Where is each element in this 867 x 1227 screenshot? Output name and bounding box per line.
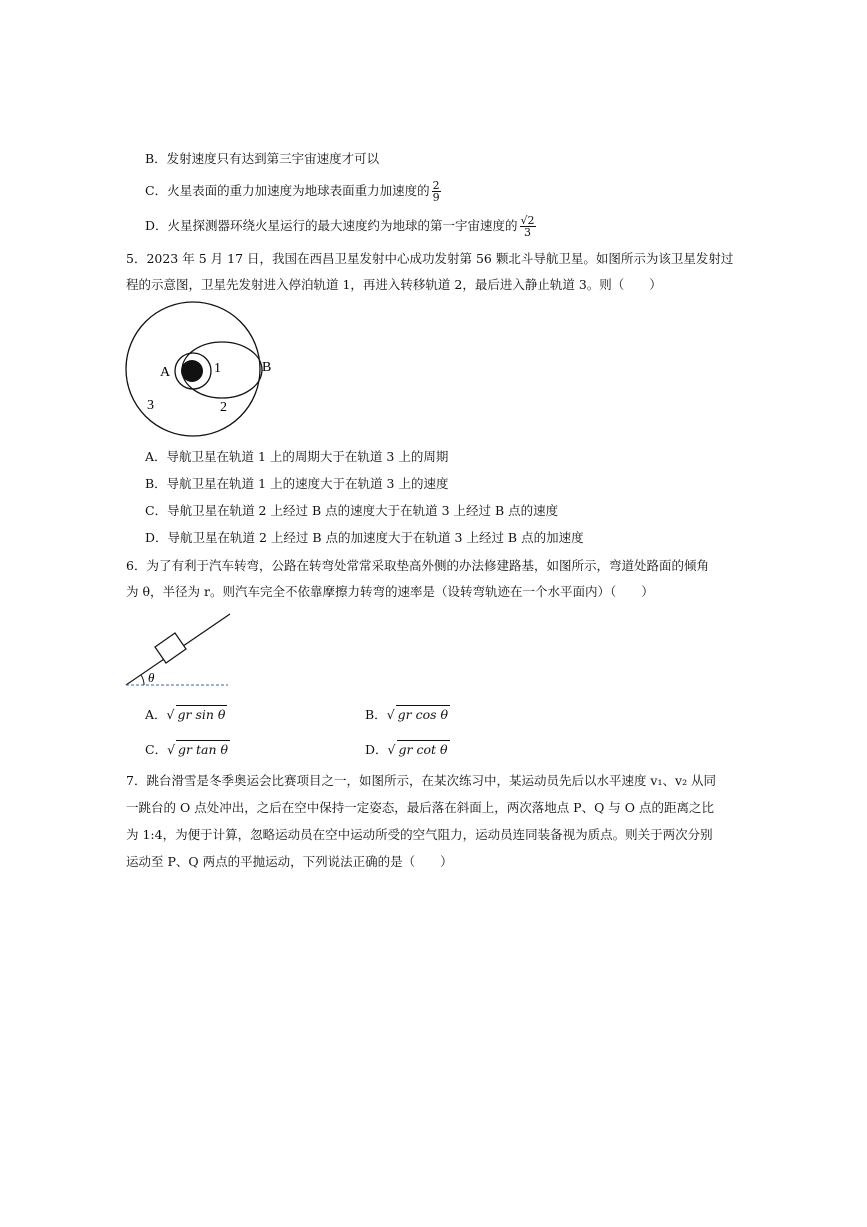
- incline-diagram: [120, 610, 240, 690]
- q4-option-d: [145, 215, 536, 238]
- q5-option-d: D．导航卫星在轨道 2 上经过 B 点的加速度大于在轨道 3 上经过 B 点的加速度: [145, 530, 584, 545]
- q7-stem-line1: 7．跳台滑雪是冬季奥运会比赛项目之一，如图所示，在某次练习中，某运动员先后以水平速度 v₁、v₂ 从同: [126, 773, 717, 788]
- angle-arc: [141, 675, 144, 685]
- q5-option-a: A．导航卫星在轨道 1 上的周期大于在轨道 3 上的周期: [145, 449, 449, 464]
- option-label: A．: [145, 707, 167, 722]
- sqrt-icon: √: [386, 707, 395, 722]
- label-b: B: [262, 360, 272, 375]
- theta-label: θ: [148, 670, 155, 685]
- sqrt-icon: √: [166, 707, 175, 722]
- fraction-denominator: 9: [432, 191, 440, 204]
- q6-option-b: [365, 705, 450, 724]
- q5-option-b: B．导航卫星在轨道 1 上的速度大于在轨道 3 上的速度: [145, 476, 449, 491]
- q4-option-d-fraction: [520, 215, 536, 238]
- q6-option-a: [145, 705, 227, 724]
- option-label: C．: [145, 742, 168, 757]
- q4-option-c: [145, 180, 441, 203]
- q5-stem-line1: 5．2023 年 5 月 17 日，我国在西昌卫星发射中心成功发射第 56 颗北斗导航卫星。如图所示为该卫星发射过: [126, 251, 734, 266]
- label-a: A: [160, 365, 171, 380]
- q7-stem-line4: 运动至 P、Q 两点的平抛运动，下列说法正确的是（ ）: [126, 854, 453, 869]
- fraction-numerator: √2: [520, 214, 535, 227]
- option-expression: gr tan θ: [178, 742, 229, 757]
- q4-option-c-text: C．火星表面的重力加速度为地球表面重力加速度的: [145, 183, 430, 198]
- q5-stem-line2: 程的示意图，卫星先发射进入停泊轨道 1，再进入转移轨道 2，最后进入静止轨道 3。则（ ）: [126, 277, 662, 292]
- car-block: [155, 633, 186, 663]
- fraction-denominator: 3: [524, 226, 532, 239]
- planet: [181, 360, 203, 382]
- fraction-numerator: 2: [432, 179, 440, 192]
- option-expression: gr sin θ: [177, 707, 226, 722]
- sqrt-icon: √: [167, 742, 176, 757]
- option-label: D．: [365, 742, 388, 757]
- option-expression: gr cos θ: [397, 707, 449, 722]
- orbit-diagram: [120, 300, 280, 445]
- q4-option-b: B．发射速度只有达到第三宇宙速度才可以: [145, 151, 380, 166]
- q4-option-c-fraction: [432, 180, 441, 203]
- option-label: B．: [365, 707, 387, 722]
- q4-option-d-text: D．火星探测器环绕火星运行的最大速度约为地球的第一宇宙速度的: [145, 218, 518, 233]
- option-expression: gr cot θ: [398, 742, 448, 757]
- q6-option-c: [145, 740, 230, 759]
- label-3: 3: [147, 398, 154, 413]
- q6-option-d: [365, 740, 450, 759]
- q5-option-c: C．导航卫星在轨道 2 上经过 B 点的速度大于在轨道 3 上经过 B 点的速度: [145, 503, 559, 518]
- q7-stem-line3: 为 1:4，为便于计算，忽略运动员在空中运动所受的空气阻力，运动员连同装备视为质点。则关于两次分别: [126, 827, 713, 842]
- q6-stem-line2: 为 θ，半径为 r。则汽车完全不依靠摩擦力转弯的速率是（设转弯轨迹在一个水平面内）（ ）: [126, 584, 654, 599]
- label-1: 1: [214, 361, 221, 376]
- sqrt-icon: √: [387, 742, 396, 757]
- label-2: 2: [220, 400, 227, 415]
- q6-stem-line1: 6．为了有利于汽车转弯，公路在转弯处常常采取垫高外侧的办法修建路基，如图所示，弯道处路面的倾角: [126, 558, 709, 573]
- q7-stem-line2: 一跳台的 O 点处冲出，之后在空中保持一定姿态，最后落在斜面上，两次落地点 P、Q 与 O 点的距离之比: [126, 800, 714, 815]
